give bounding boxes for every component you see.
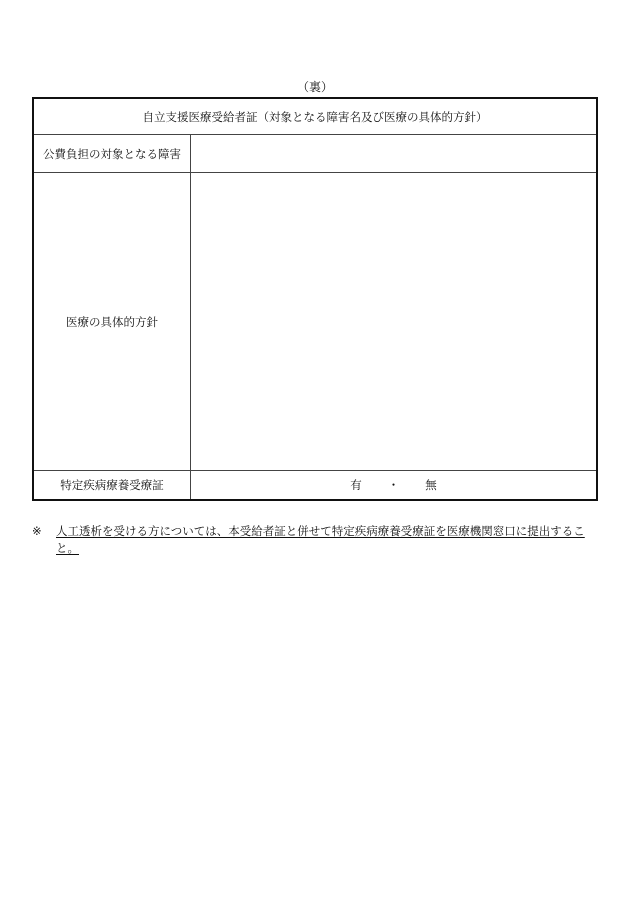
certificate-yes-option[interactable]: 有 (350, 478, 362, 492)
reference-mark-icon: ※ (32, 524, 42, 538)
certificate-no-option[interactable]: 無 (425, 478, 437, 492)
form-title: 自立支援医療受給者証（対象となる障害名及び医療の具体的方針） (142, 109, 488, 124)
title-row (34, 99, 596, 134)
certificate-options (191, 471, 596, 499)
page-side-label: （裏） (296, 80, 333, 94)
certificate-label: 特定疾病療養受療証 (34, 471, 191, 499)
certificate-row (34, 470, 596, 499)
certificate-table (32, 97, 598, 501)
certificate-separator: ・ (387, 478, 400, 492)
policy-field[interactable] (191, 173, 596, 470)
policy-label: 医療の具体的方針 (34, 173, 191, 470)
dialysis-note-text: 人工透析を受ける方については、本受給者証と併せて特定疾病療養受療証を医療機関窓口に提出すること。 (56, 524, 585, 555)
dialysis-note (32, 523, 598, 557)
disease-row (34, 134, 596, 172)
disease-field[interactable] (191, 135, 596, 172)
disease-label: 公費負担の対象となる障害 (34, 135, 191, 172)
policy-row (34, 172, 596, 470)
certificate-choice-group (350, 477, 437, 493)
